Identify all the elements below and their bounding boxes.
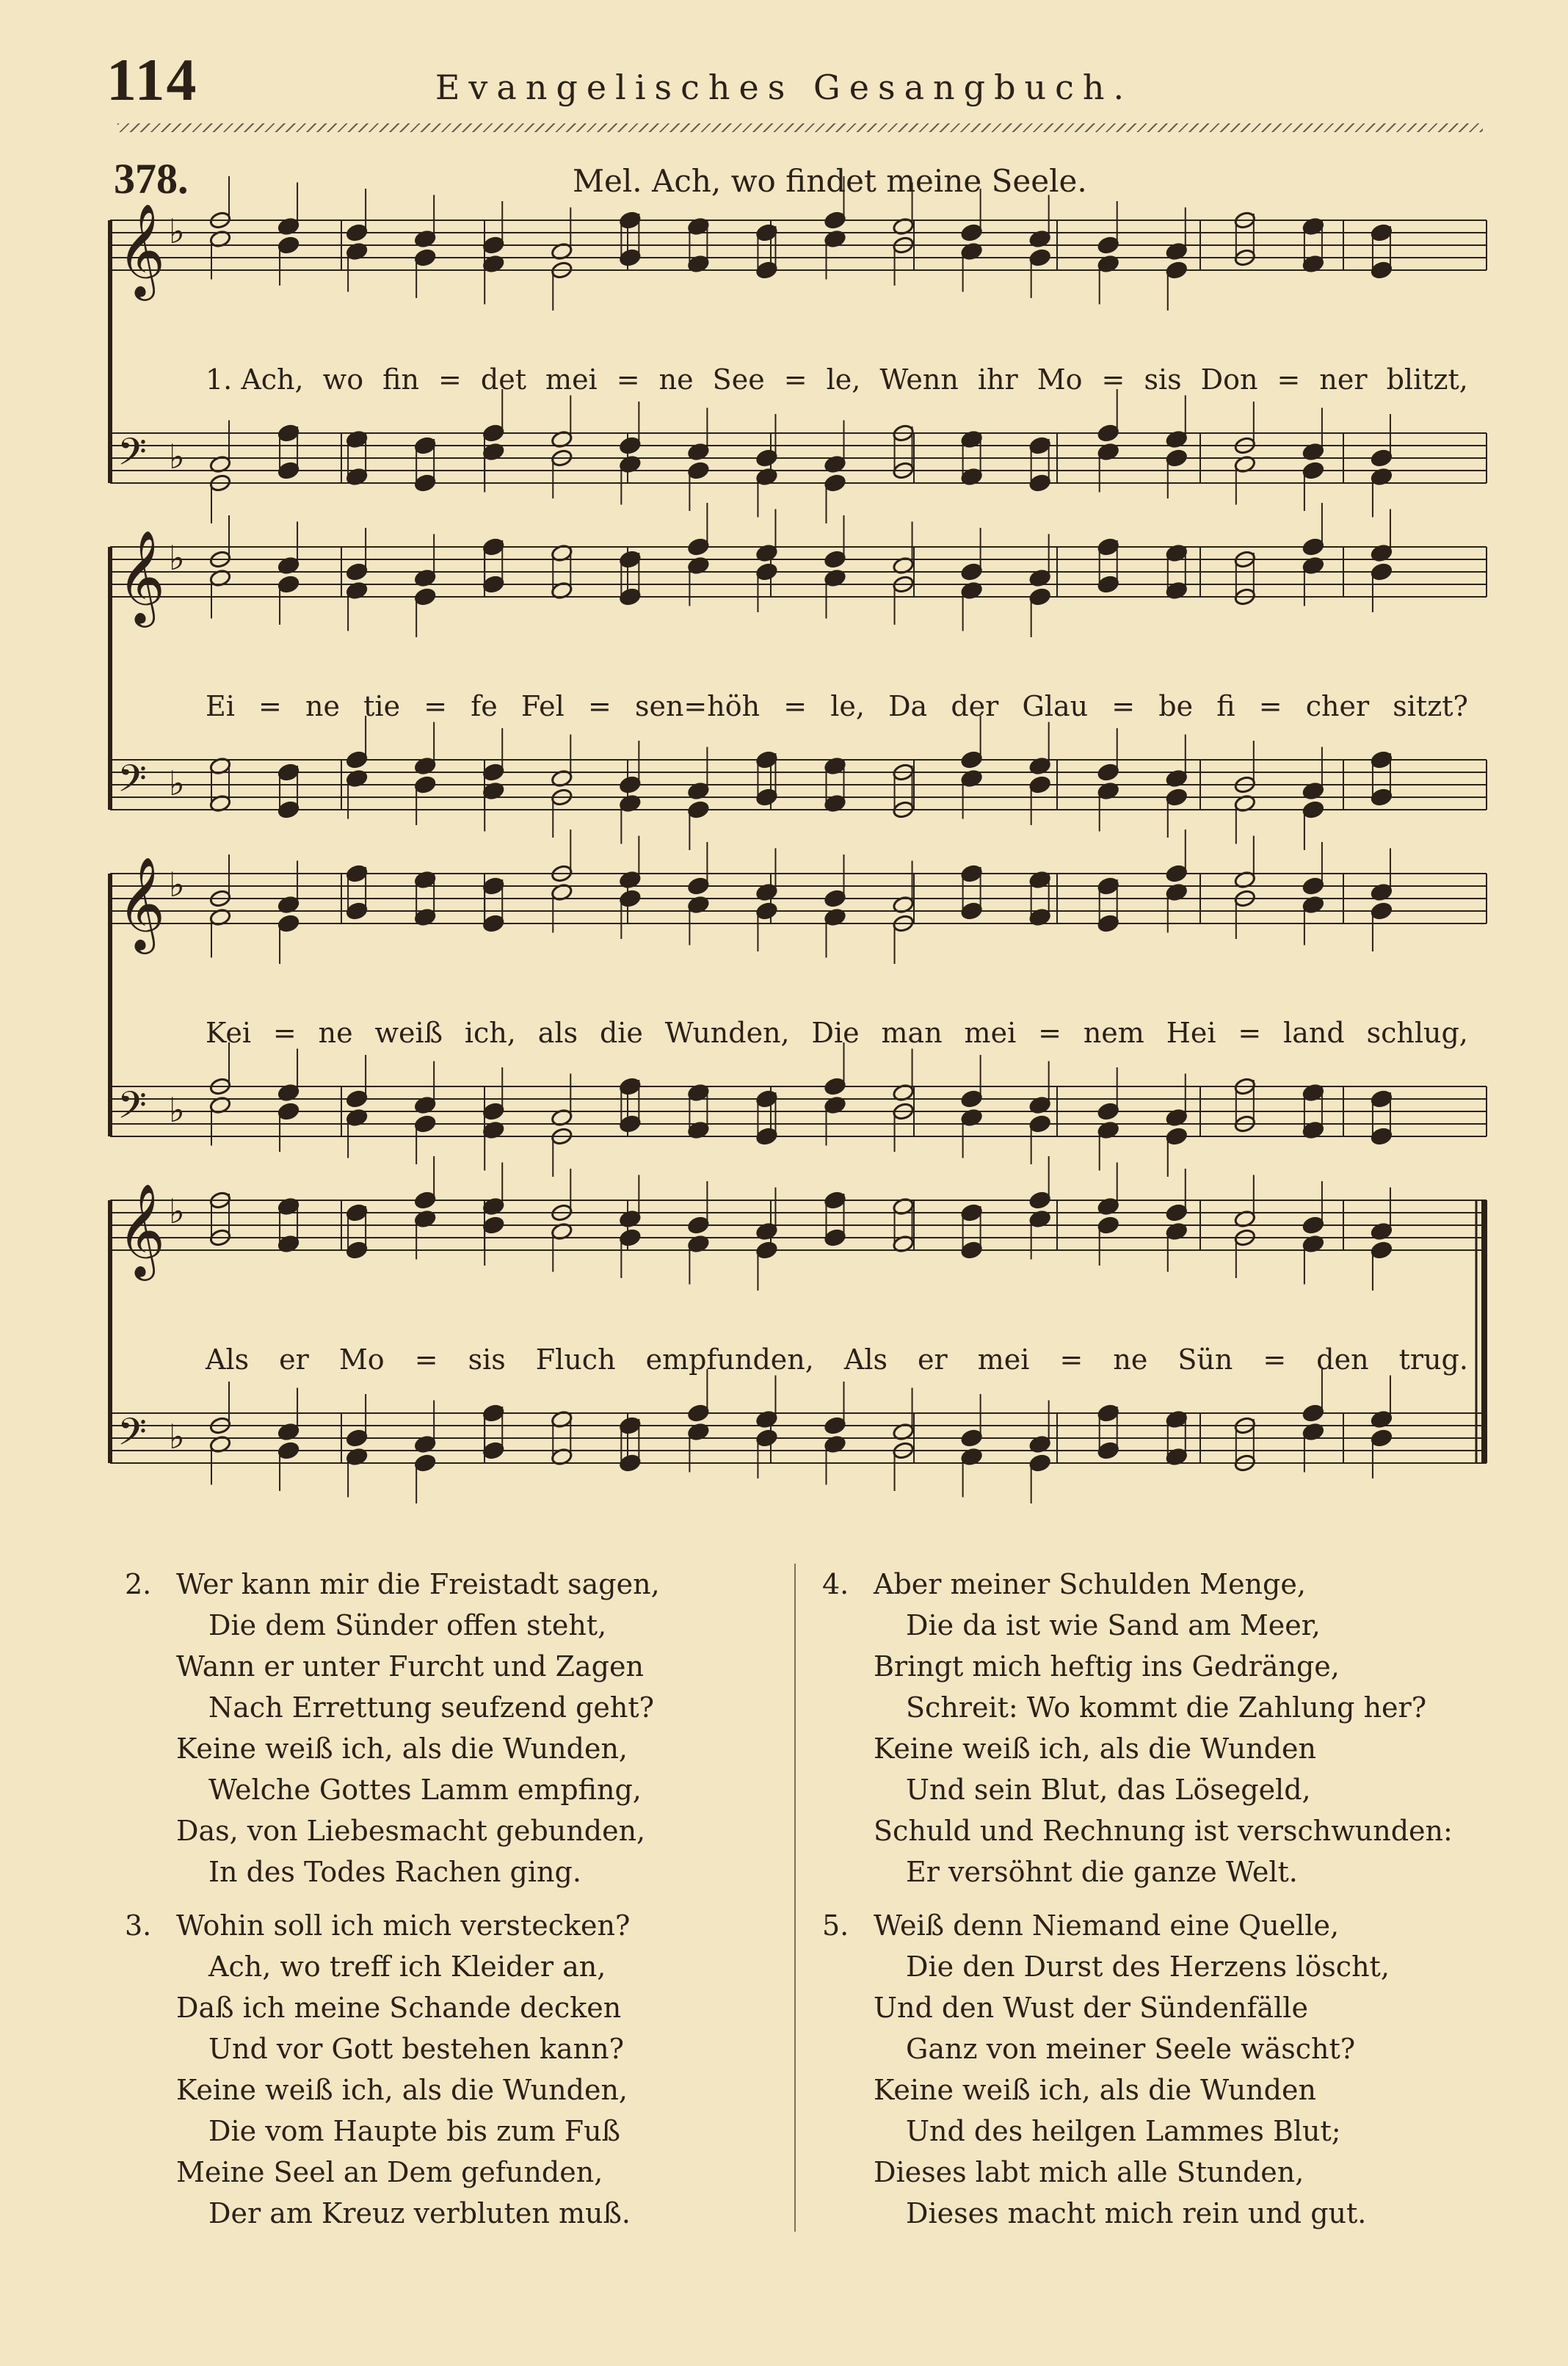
lyric-syllable: = <box>1101 363 1125 396</box>
notehead <box>960 901 983 921</box>
notehead <box>755 788 778 807</box>
notehead <box>346 864 369 883</box>
notehead <box>687 1216 710 1235</box>
notehead <box>277 461 300 480</box>
lyric-syllable: ne <box>305 690 340 722</box>
notehead <box>482 424 505 443</box>
notehead <box>1371 788 1393 807</box>
stanza-line: Wohin soll ich mich verstecken? <box>176 1909 631 1942</box>
lyric-syllable: = <box>414 1343 438 1376</box>
stanza-number: 3. <box>125 1909 152 1942</box>
flat-icon: ♭ <box>169 1191 185 1231</box>
lyric-syllable: le, <box>830 690 865 722</box>
flat-icon: ♭ <box>169 1090 185 1130</box>
lyric-syllable: den <box>1316 1343 1369 1376</box>
lyric-syllable: Hei <box>1166 1017 1216 1049</box>
notehead <box>1097 877 1119 896</box>
lyric-syllable: der <box>951 690 999 722</box>
notehead <box>619 889 642 908</box>
stanza-line: Keine weiß ich, als die Wunden <box>874 2074 1316 2106</box>
melody-reference: Mel. Ach, wo findet meine Seele. <box>573 163 1087 199</box>
lyric-syllable: = <box>258 690 282 722</box>
flat-icon: ♭ <box>169 538 185 578</box>
notehead <box>1371 261 1393 280</box>
notehead <box>277 763 300 782</box>
notehead <box>414 248 437 267</box>
notehead <box>482 763 505 782</box>
notehead <box>619 1077 642 1096</box>
stanza-line: Die vom Haupte bis zum Fuß <box>208 2115 620 2147</box>
notehead <box>619 1228 642 1247</box>
lyric-syllable: er <box>918 1343 948 1376</box>
stanza-line: Daß ich meine Schande decken <box>176 1992 622 2024</box>
stanza-number: 4. <box>822 1568 849 1600</box>
stanza-line: Welche Gottes Lamm empfing, <box>208 1774 642 1806</box>
notehead <box>414 587 437 606</box>
bass-clef-icon: 𝄢 <box>117 1083 147 1136</box>
notehead <box>960 1089 983 1108</box>
notehead <box>960 750 983 769</box>
stanza-line: Keine weiß ich, als die Wunden <box>874 1732 1316 1765</box>
notehead <box>619 775 642 794</box>
bass-clef-icon: 𝄢 <box>117 756 147 810</box>
notehead <box>1028 1191 1051 1210</box>
flat-icon: ♭ <box>169 1417 185 1456</box>
notehead <box>1371 901 1393 921</box>
lyric-syllable: Don <box>1200 363 1258 396</box>
lyric-syllable: trug. <box>1398 1343 1468 1376</box>
notehead <box>346 1241 369 1260</box>
treble-clef-icon: 𝄞 <box>117 203 166 297</box>
notehead <box>687 1404 710 1423</box>
lyric-syllable: er <box>279 1343 309 1376</box>
notehead <box>482 1216 505 1235</box>
stanza-line: Schuld und Rechnung ist verschwunden: <box>874 1815 1453 1847</box>
lyric-syllable: Wunden, <box>664 1017 790 1049</box>
notehead <box>824 1416 846 1435</box>
lyric-syllable: ne <box>318 1017 353 1049</box>
notehead <box>824 473 846 493</box>
lyric-syllable: fi <box>1216 690 1235 722</box>
notehead <box>619 587 642 606</box>
lyric-syllable: Die <box>811 1017 860 1049</box>
stanza-line: Und des heilgen Lammes Blut; <box>906 2115 1341 2147</box>
notehead <box>687 877 710 896</box>
notehead <box>1371 750 1393 769</box>
lyric-syllable: als <box>537 1017 578 1049</box>
notehead <box>1371 449 1393 468</box>
notehead <box>482 914 505 933</box>
notehead <box>619 1114 642 1133</box>
lyric-syllable: = <box>783 690 807 722</box>
lyric-syllable: Als <box>206 1343 250 1376</box>
notehead <box>619 211 642 230</box>
notehead <box>1097 1216 1119 1235</box>
notehead <box>1165 1127 1188 1146</box>
stanza-line: Er versöhnt die ganze Welt. <box>906 1856 1298 1888</box>
notehead <box>755 750 778 769</box>
notehead <box>346 750 369 769</box>
lyric-syllable: ich, <box>464 1017 516 1049</box>
stanza-line: In des Todes Rachen ging. <box>208 1856 581 1888</box>
notehead <box>755 562 778 581</box>
lyric-line-4 <box>206 1343 1468 1376</box>
notehead <box>1302 1404 1325 1423</box>
notehead <box>755 1089 778 1108</box>
lyric-syllable: sis <box>1144 363 1182 396</box>
flat-icon: ♭ <box>169 763 185 803</box>
stanza-line: Keine weiß ich, als die Wunden, <box>176 2074 628 2106</box>
notehead <box>346 562 369 581</box>
lyric-syllable: Mo <box>338 1343 385 1376</box>
lyric-syllable: Ei <box>206 690 235 722</box>
stanza-line: Aber meiner Schulden Menge, <box>874 1568 1306 1600</box>
stanza-line: Dieses macht mich rein und gut. <box>906 2197 1367 2229</box>
stanza-line: Wer kann mir die Freistadt sagen, <box>176 1568 660 1600</box>
notehead <box>482 575 505 594</box>
notehead <box>482 1441 505 1460</box>
lyric-syllable: Sün <box>1177 1343 1233 1376</box>
lyric-syllable: = <box>438 363 462 396</box>
notehead <box>1371 562 1393 581</box>
notehead <box>755 261 778 280</box>
notehead <box>346 901 369 921</box>
lyric-syllable: 1. Ach, <box>206 363 304 396</box>
lyric-syllable: sen=höh <box>634 690 761 722</box>
notehead <box>414 436 437 455</box>
lyric-syllable: See <box>712 363 765 396</box>
notehead <box>619 436 642 455</box>
notehead <box>619 1416 642 1435</box>
running-title: Evangelisches Gesangbuch. <box>435 68 1133 107</box>
notehead <box>414 473 437 493</box>
notehead <box>1371 1127 1393 1146</box>
hymn-number: 378. <box>114 155 189 203</box>
bass-clef-icon: 𝄢 <box>117 429 147 483</box>
lyric-syllable: = <box>1038 1017 1061 1049</box>
notehead <box>482 236 505 255</box>
notehead <box>346 223 369 242</box>
bass-clef-icon: 𝄢 <box>117 1409 147 1463</box>
notehead <box>1097 914 1119 933</box>
stanza-4 <box>822 1564 1453 1893</box>
stanza-line: Wann er unter Furcht und Zagen <box>176 1650 644 1683</box>
lyric-syllable: Fluch <box>535 1343 616 1376</box>
notehead <box>1371 1429 1393 1448</box>
notehead <box>277 1441 300 1460</box>
stanza-3 <box>125 1905 631 2234</box>
stanza-line: Keine weiß ich, als die Wunden, <box>176 1732 628 1765</box>
notehead <box>414 775 437 794</box>
notehead <box>960 1429 983 1448</box>
notehead <box>1028 1114 1051 1133</box>
notehead <box>960 864 983 883</box>
lyric-syllable: blitzt, <box>1386 363 1468 396</box>
notehead <box>1302 877 1325 896</box>
stanza-line: Die dem Sünder offen steht, <box>208 1609 607 1641</box>
lyric-syllable: die <box>599 1017 643 1049</box>
treble-clef-icon: 𝄞 <box>117 856 166 950</box>
stanza-2 <box>125 1564 660 1893</box>
lyric-syllable: = <box>1258 690 1282 722</box>
notehead <box>277 424 300 443</box>
notehead <box>482 1404 505 1423</box>
stanza-line: Die den Durst des Herzens löscht, <box>906 1951 1390 1983</box>
lyric-syllable: = <box>1111 690 1136 722</box>
lyric-syllable: = <box>616 363 640 396</box>
notehead <box>619 248 642 267</box>
lyric-syllable: cher <box>1305 690 1370 722</box>
flat-icon: ♭ <box>169 437 185 476</box>
stanza-5 <box>822 1905 1390 2234</box>
lyric-syllable: mei <box>964 1017 1017 1049</box>
notehead <box>1302 537 1325 556</box>
notehead <box>960 1241 983 1260</box>
lyric-syllable: empfunden, <box>645 1343 814 1376</box>
notehead <box>1302 1216 1325 1235</box>
stanza-line: Und den Wust der Sündenfälle <box>874 1992 1308 2024</box>
notehead <box>824 211 846 230</box>
notehead <box>1097 236 1119 255</box>
notehead <box>755 223 778 242</box>
stanza-line: Der am Kreuz verbluten muß. <box>208 2197 631 2229</box>
lyric-syllable: ner <box>1319 363 1368 396</box>
notehead <box>619 1454 642 1473</box>
lyric-syllable: = <box>783 363 807 396</box>
notehead <box>755 1241 778 1260</box>
lyric-syllable: Wenn <box>879 363 959 396</box>
notehead <box>755 901 778 921</box>
flat-icon: ♭ <box>169 211 185 251</box>
stanza-line: Ach, wo treff ich Kleider an, <box>208 1951 606 1983</box>
page-number: 114 <box>106 46 198 113</box>
notehead <box>346 1203 369 1222</box>
notehead <box>414 1114 437 1133</box>
lyric-syllable: mei <box>545 363 598 396</box>
stanza-line: Meine Seel an Dem gefunden, <box>176 2156 603 2188</box>
notehead <box>687 800 710 819</box>
notehead <box>1165 449 1188 468</box>
notehead <box>346 1089 369 1108</box>
lyric-syllable: nem <box>1083 1017 1144 1049</box>
lyric-syllable: = <box>272 1017 297 1049</box>
notehead <box>1028 775 1051 794</box>
lyric-syllable: man <box>881 1017 943 1049</box>
notehead <box>960 562 983 581</box>
notehead <box>619 550 642 569</box>
stanza-line: Und sein Blut, das Lösegeld, <box>906 1774 1311 1806</box>
stanza-line: Das, von Liebesmacht gebunden, <box>176 1815 646 1847</box>
lyric-syllable: sitzt? <box>1393 690 1468 722</box>
notehead <box>824 1228 846 1247</box>
notehead <box>1097 1102 1119 1121</box>
lyric-syllable: land <box>1283 1017 1345 1049</box>
notehead <box>960 223 983 242</box>
column-divider <box>794 1564 796 2232</box>
notehead <box>1028 1454 1051 1473</box>
notehead <box>1028 248 1051 267</box>
notehead <box>1028 436 1051 455</box>
lyric-syllable: fin <box>382 363 419 396</box>
lyric-syllable: wo <box>322 363 364 396</box>
notehead <box>277 800 300 819</box>
notehead <box>1165 1203 1188 1222</box>
lyric-syllable: = <box>424 690 448 722</box>
notehead <box>414 1191 437 1210</box>
stanza-line: Und vor Gott bestehen kann? <box>208 2033 624 2065</box>
notehead <box>687 461 710 480</box>
stanza-line: Nach Errettung seufzend geht? <box>208 1691 655 1724</box>
stanza-line: Ganz von meiner Seele wäscht? <box>906 2033 1356 2065</box>
lyric-syllable: mei <box>977 1343 1030 1376</box>
treble-clef-icon: 𝄞 <box>117 529 166 623</box>
lyric-syllable: = <box>1238 1017 1262 1049</box>
lyric-syllable: Mo <box>1037 363 1083 396</box>
lyric-syllable: ne <box>658 363 694 396</box>
notehead <box>1028 473 1051 493</box>
lyric-syllable: fe <box>471 690 498 722</box>
lyric-syllable: ihr <box>977 363 1018 396</box>
notehead <box>687 537 710 556</box>
lyric-syllable: = <box>1263 1343 1287 1376</box>
lyric-syllable: Da <box>888 690 928 722</box>
lyric-syllable: = <box>1059 1343 1084 1376</box>
stanza-line: Die da ist wie Sand am Meer, <box>906 1609 1321 1641</box>
lyric-line-1 <box>206 363 1468 396</box>
notehead <box>277 575 300 594</box>
notehead <box>1371 1089 1393 1108</box>
notehead <box>1371 223 1393 242</box>
lyric-line-3 <box>206 1017 1468 1049</box>
notehead <box>1097 763 1119 782</box>
notehead <box>824 889 846 908</box>
notehead <box>1302 800 1325 819</box>
stanza-line: Weiß denn Niemand eine Quelle, <box>874 1909 1340 1942</box>
lyric-syllable: Fel <box>520 690 565 722</box>
notehead <box>1097 575 1119 594</box>
notehead <box>277 236 300 255</box>
notehead <box>277 914 300 933</box>
stanza-line: Schreit: Wo kommt die Zahlung her? <box>906 1691 1427 1724</box>
notehead <box>1028 587 1051 606</box>
notehead <box>1165 261 1188 280</box>
lyric-syllable: Als <box>843 1343 888 1376</box>
notehead <box>346 1429 369 1448</box>
stanza-number: 2. <box>125 1568 152 1600</box>
treble-clef-icon: 𝄞 <box>117 1183 166 1277</box>
stanza-line: Dieses labt mich alle Stunden, <box>874 2156 1304 2188</box>
notehead <box>755 1127 778 1146</box>
lyric-syllable: schlug, <box>1366 1017 1468 1049</box>
lyric-syllable: weiß <box>374 1017 443 1049</box>
lyric-syllable: = <box>587 690 611 722</box>
lyric-syllable: ne <box>1113 1343 1148 1376</box>
lyric-syllable: det <box>480 363 526 396</box>
flat-icon: ♭ <box>169 865 185 904</box>
notehead <box>414 1454 437 1473</box>
stanza-line: Bringt mich heftig ins Gedränge, <box>874 1650 1340 1683</box>
notehead <box>1165 788 1188 807</box>
notehead <box>482 877 505 896</box>
notehead <box>1097 424 1119 443</box>
notehead <box>1097 1404 1119 1423</box>
lyric-line-2 <box>206 690 1468 722</box>
notehead <box>482 1102 505 1121</box>
notehead <box>482 537 505 556</box>
lyric-syllable: = <box>1277 363 1301 396</box>
lyric-syllable: Glau <box>1022 690 1089 722</box>
notehead <box>960 1203 983 1222</box>
notehead <box>824 1191 846 1210</box>
lyric-syllable: tie <box>363 690 401 722</box>
notehead <box>1097 1441 1119 1460</box>
notehead <box>824 1077 846 1096</box>
notehead <box>1302 461 1325 480</box>
notehead <box>824 550 846 569</box>
notehead <box>755 449 778 468</box>
notehead <box>755 1429 778 1448</box>
notehead <box>277 1102 300 1121</box>
notehead <box>1165 864 1188 883</box>
stanza-number: 5. <box>822 1909 849 1942</box>
notehead <box>1371 1241 1393 1260</box>
lyric-syllable: Kei <box>206 1017 252 1049</box>
lyric-syllable: sis <box>468 1343 506 1376</box>
lyric-syllable: be <box>1158 690 1194 722</box>
lyric-syllable: le, <box>826 363 861 396</box>
notehead <box>1097 537 1119 556</box>
